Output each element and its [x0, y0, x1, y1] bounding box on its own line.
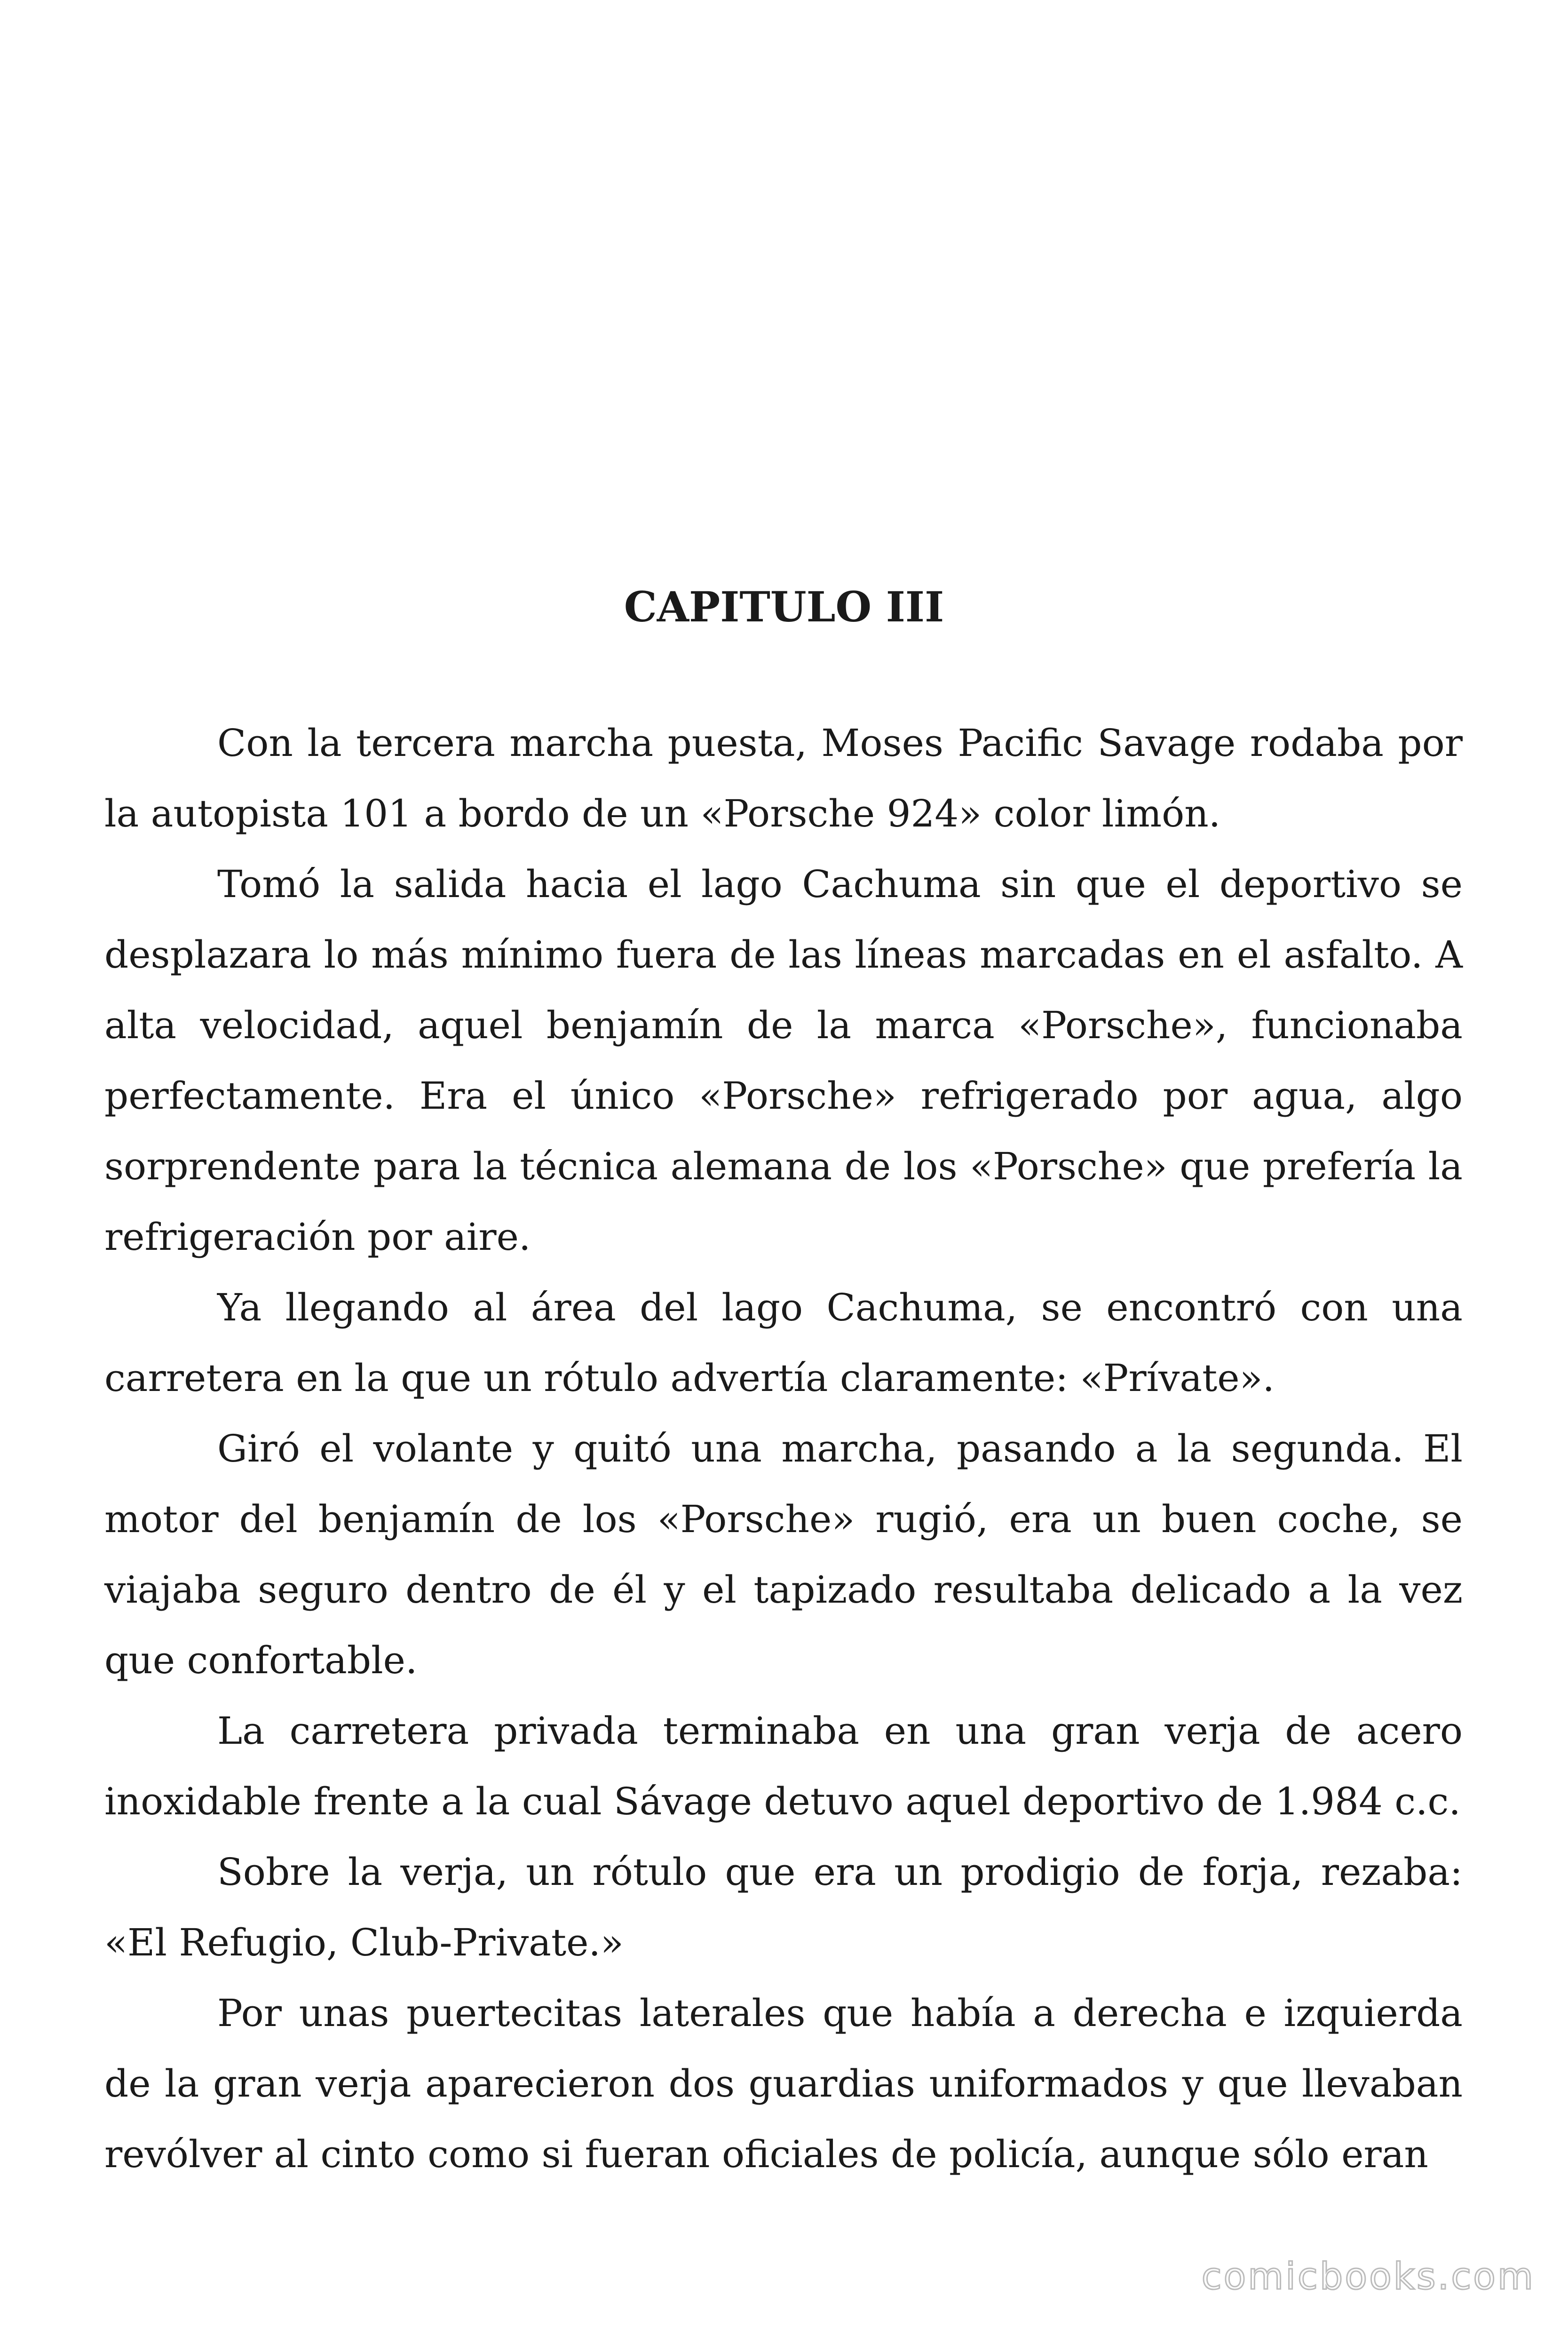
chapter-body	[104, 708, 1463, 2190]
paragraph: La carretera privada terminaba en una gran verja de acero inoxidable frente a la cual Sávage detuvo aquel deportivo de 1.984 c.c.	[104, 1709, 1463, 1823]
paragraph-continued: Por unas puertecitas laterales que había a derecha e izquierda de la gran verja aparecieron dos guardias uniformados y que llevaban revólver al cinto como si fueran oficiales de policía, aunque sólo eran	[104, 1991, 1463, 2176]
paragraph: Tomó la salida hacia el lago Cachuma sin que el deportivo se desplazara lo más mínimo fuera de las líneas marcadas en el asfalto. A alta velocidad, aquel benjamín de la marca «Porsche», funcionaba perfectamente. Era el único «Porsche» refrigerado por agua, algo sorprendente para la técnica alemana de los «Porsche» que prefería la refrigeración por aire.	[104, 862, 1463, 1259]
chapter-title: CAPITULO III	[624, 582, 944, 631]
paragraph: Con la tercera marcha puesta, Moses Pacific Savage rodaba por la autopista 101 a bordo de un «Porsche 924» color limón.	[104, 721, 1463, 835]
watermark-logo: comicbooks.com	[1201, 2256, 1535, 2298]
paragraph: Sobre la verja, un rótulo que era un prodigio de forja, rezaba: «El Refugio, Club-Private.»	[104, 1850, 1463, 1964]
paragraph: Giró el volante y quitó una marcha, pasando a la segunda. El motor del benjamín de los «Porsche» rugió, era un buen coche, se viajaba seguro dentro de él y el tapizado resultaba delicado a la vez que confortable.	[104, 1427, 1463, 1682]
paragraph: Ya llegando al área del lago Cachuma, se encontró con una carretera en la que un rótulo advertía claramente: «Prívate».	[104, 1286, 1463, 1400]
